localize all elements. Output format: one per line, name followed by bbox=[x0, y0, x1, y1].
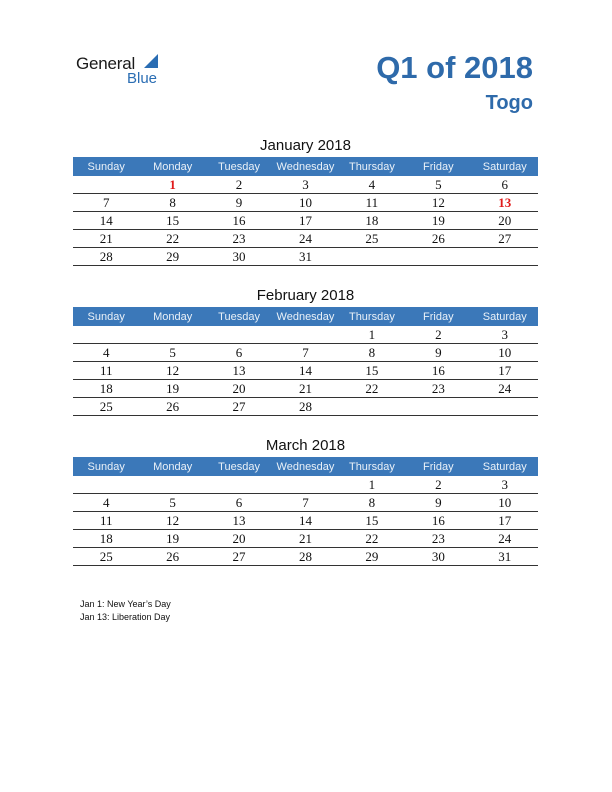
day-cell: 5 bbox=[139, 344, 205, 362]
day-cell: 24 bbox=[272, 230, 338, 248]
day-cell: 21 bbox=[272, 530, 338, 548]
day-cell: 1 bbox=[339, 476, 405, 494]
empty-day-cell bbox=[206, 326, 272, 344]
day-cell: 16 bbox=[405, 512, 471, 530]
day-cell: 16 bbox=[206, 212, 272, 230]
day-cell: 6 bbox=[206, 494, 272, 512]
month-title: January 2018 bbox=[260, 137, 351, 154]
empty-day-cell bbox=[339, 398, 405, 416]
empty-day-cell bbox=[272, 476, 338, 494]
day-cell: 23 bbox=[206, 230, 272, 248]
day-cell: 1 bbox=[139, 176, 205, 194]
weekday-header: Wednesday bbox=[272, 157, 338, 176]
country-name: Togo bbox=[485, 92, 533, 114]
day-cell: 5 bbox=[139, 494, 205, 512]
day-cell: 23 bbox=[405, 380, 471, 398]
day-cell: 15 bbox=[339, 362, 405, 380]
empty-day-cell bbox=[73, 326, 139, 344]
week-row bbox=[73, 362, 538, 380]
day-cell: 21 bbox=[73, 230, 139, 248]
month-february bbox=[73, 286, 538, 416]
day-cell: 7 bbox=[272, 344, 338, 362]
weekday-header: Monday bbox=[139, 157, 205, 176]
empty-day-cell bbox=[272, 326, 338, 344]
calendar-grid bbox=[73, 157, 538, 266]
day-cell: 28 bbox=[73, 248, 139, 266]
weekday-header: Monday bbox=[139, 307, 205, 326]
day-cell: 4 bbox=[339, 176, 405, 194]
day-cell: 25 bbox=[339, 230, 405, 248]
weekday-header: Wednesday bbox=[272, 307, 338, 326]
day-cell: 29 bbox=[339, 548, 405, 566]
day-cell: 15 bbox=[139, 212, 205, 230]
empty-day-cell bbox=[206, 476, 272, 494]
empty-day-cell bbox=[472, 248, 538, 266]
day-cell: 3 bbox=[272, 176, 338, 194]
month-title: February 2018 bbox=[256, 287, 355, 304]
month-march bbox=[73, 436, 538, 566]
day-cell: 22 bbox=[139, 230, 205, 248]
empty-day-cell bbox=[73, 476, 139, 494]
month-january bbox=[73, 136, 538, 266]
day-cell: 24 bbox=[472, 380, 538, 398]
day-cell: 27 bbox=[206, 548, 272, 566]
day-cell: 8 bbox=[339, 494, 405, 512]
week-row bbox=[73, 212, 538, 230]
day-cell: 7 bbox=[73, 194, 139, 212]
weekday-header: Friday bbox=[405, 457, 471, 476]
day-cell: 25 bbox=[73, 548, 139, 566]
day-cell: 9 bbox=[405, 344, 471, 362]
day-cell: 11 bbox=[73, 362, 139, 380]
day-cell: 26 bbox=[139, 398, 205, 416]
day-cell: 13 bbox=[472, 194, 538, 212]
weekday-header: Thursday bbox=[339, 307, 405, 326]
day-cell: 4 bbox=[73, 494, 139, 512]
weekday-header: Saturday bbox=[472, 157, 538, 176]
weekday-header: Tuesday bbox=[206, 457, 272, 476]
week-row bbox=[73, 512, 538, 530]
empty-day-cell bbox=[405, 248, 471, 266]
page-title: Q1 of 2018 bbox=[376, 50, 533, 85]
day-cell: 10 bbox=[472, 344, 538, 362]
day-cell: 8 bbox=[339, 344, 405, 362]
day-cell: 4 bbox=[73, 344, 139, 362]
day-cell: 9 bbox=[206, 194, 272, 212]
weekday-header: Tuesday bbox=[206, 307, 272, 326]
day-cell: 15 bbox=[339, 512, 405, 530]
week-row bbox=[73, 230, 538, 248]
empty-day-cell bbox=[73, 176, 139, 194]
logo bbox=[76, 52, 176, 88]
weekday-header: Saturday bbox=[472, 307, 538, 326]
day-cell: 14 bbox=[272, 512, 338, 530]
day-cell: 22 bbox=[339, 380, 405, 398]
day-cell: 5 bbox=[405, 176, 471, 194]
day-cell: 20 bbox=[206, 380, 272, 398]
empty-day-cell bbox=[472, 398, 538, 416]
day-cell: 3 bbox=[472, 326, 538, 344]
weekday-header: Tuesday bbox=[206, 157, 272, 176]
empty-day-cell bbox=[139, 476, 205, 494]
day-cell: 27 bbox=[472, 230, 538, 248]
day-cell: 12 bbox=[139, 512, 205, 530]
day-cell: 26 bbox=[139, 548, 205, 566]
day-cell: 30 bbox=[206, 248, 272, 266]
weekday-header: Wednesday bbox=[272, 457, 338, 476]
calendar-grid bbox=[73, 307, 538, 416]
day-cell: 28 bbox=[272, 548, 338, 566]
week-row bbox=[73, 248, 538, 266]
weekday-header: Sunday bbox=[73, 457, 139, 476]
day-cell: 30 bbox=[405, 548, 471, 566]
week-row bbox=[73, 176, 538, 194]
day-cell: 1 bbox=[339, 326, 405, 344]
day-cell: 31 bbox=[472, 548, 538, 566]
day-cell: 6 bbox=[472, 176, 538, 194]
day-cell: 19 bbox=[139, 380, 205, 398]
week-row bbox=[73, 194, 538, 212]
logo-text-blue: Blue bbox=[127, 70, 158, 87]
day-cell: 10 bbox=[272, 194, 338, 212]
day-cell: 11 bbox=[339, 194, 405, 212]
day-cell: 27 bbox=[206, 398, 272, 416]
week-row bbox=[73, 380, 538, 398]
weekday-header: Thursday bbox=[339, 457, 405, 476]
day-cell: 25 bbox=[73, 398, 139, 416]
weekday-header: Sunday bbox=[73, 157, 139, 176]
week-row bbox=[73, 548, 538, 566]
weekday-header: Friday bbox=[405, 307, 471, 326]
day-cell: 3 bbox=[472, 476, 538, 494]
empty-day-cell bbox=[139, 326, 205, 344]
week-row bbox=[73, 398, 538, 416]
day-cell: 23 bbox=[405, 530, 471, 548]
empty-day-cell bbox=[405, 398, 471, 416]
day-cell: 14 bbox=[73, 212, 139, 230]
weekday-header: Sunday bbox=[73, 307, 139, 326]
day-cell: 14 bbox=[272, 362, 338, 380]
day-cell: 21 bbox=[272, 380, 338, 398]
weekday-header: Saturday bbox=[472, 457, 538, 476]
holiday-note: Jan 1: New Year’s Day bbox=[80, 599, 171, 609]
day-cell: 2 bbox=[405, 476, 471, 494]
day-cell: 9 bbox=[405, 494, 471, 512]
day-cell: 17 bbox=[472, 512, 538, 530]
day-cell: 17 bbox=[472, 362, 538, 380]
logo-triangle-icon bbox=[144, 54, 158, 68]
day-cell: 19 bbox=[405, 212, 471, 230]
day-cell: 16 bbox=[405, 362, 471, 380]
week-row bbox=[73, 326, 538, 344]
day-cell: 2 bbox=[405, 326, 471, 344]
week-row bbox=[73, 344, 538, 362]
day-cell: 12 bbox=[139, 362, 205, 380]
empty-day-cell bbox=[339, 248, 405, 266]
weekday-header: Friday bbox=[405, 157, 471, 176]
day-cell: 28 bbox=[272, 398, 338, 416]
weekday-header: Monday bbox=[139, 457, 205, 476]
day-cell: 18 bbox=[339, 212, 405, 230]
day-cell: 18 bbox=[73, 380, 139, 398]
day-cell: 29 bbox=[139, 248, 205, 266]
week-row bbox=[73, 494, 538, 512]
day-cell: 10 bbox=[472, 494, 538, 512]
day-cell: 6 bbox=[206, 344, 272, 362]
calendar-grid bbox=[73, 457, 538, 566]
day-cell: 7 bbox=[272, 494, 338, 512]
weekday-header: Thursday bbox=[339, 157, 405, 176]
week-row bbox=[73, 530, 538, 548]
day-cell: 17 bbox=[272, 212, 338, 230]
day-cell: 19 bbox=[139, 530, 205, 548]
day-cell: 11 bbox=[73, 512, 139, 530]
day-cell: 24 bbox=[472, 530, 538, 548]
day-cell: 2 bbox=[206, 176, 272, 194]
day-cell: 31 bbox=[272, 248, 338, 266]
day-cell: 8 bbox=[139, 194, 205, 212]
day-cell: 20 bbox=[472, 212, 538, 230]
day-cell: 12 bbox=[405, 194, 471, 212]
holiday-notes bbox=[80, 598, 171, 624]
logo-text-general: General bbox=[76, 54, 136, 73]
holiday-note: Jan 13: Liberation Day bbox=[80, 612, 171, 622]
day-cell: 20 bbox=[206, 530, 272, 548]
day-cell: 22 bbox=[339, 530, 405, 548]
day-cell: 18 bbox=[73, 530, 139, 548]
day-cell: 13 bbox=[206, 362, 272, 380]
month-title: March 2018 bbox=[265, 437, 346, 454]
week-row bbox=[73, 476, 538, 494]
day-cell: 13 bbox=[206, 512, 272, 530]
day-cell: 26 bbox=[405, 230, 471, 248]
